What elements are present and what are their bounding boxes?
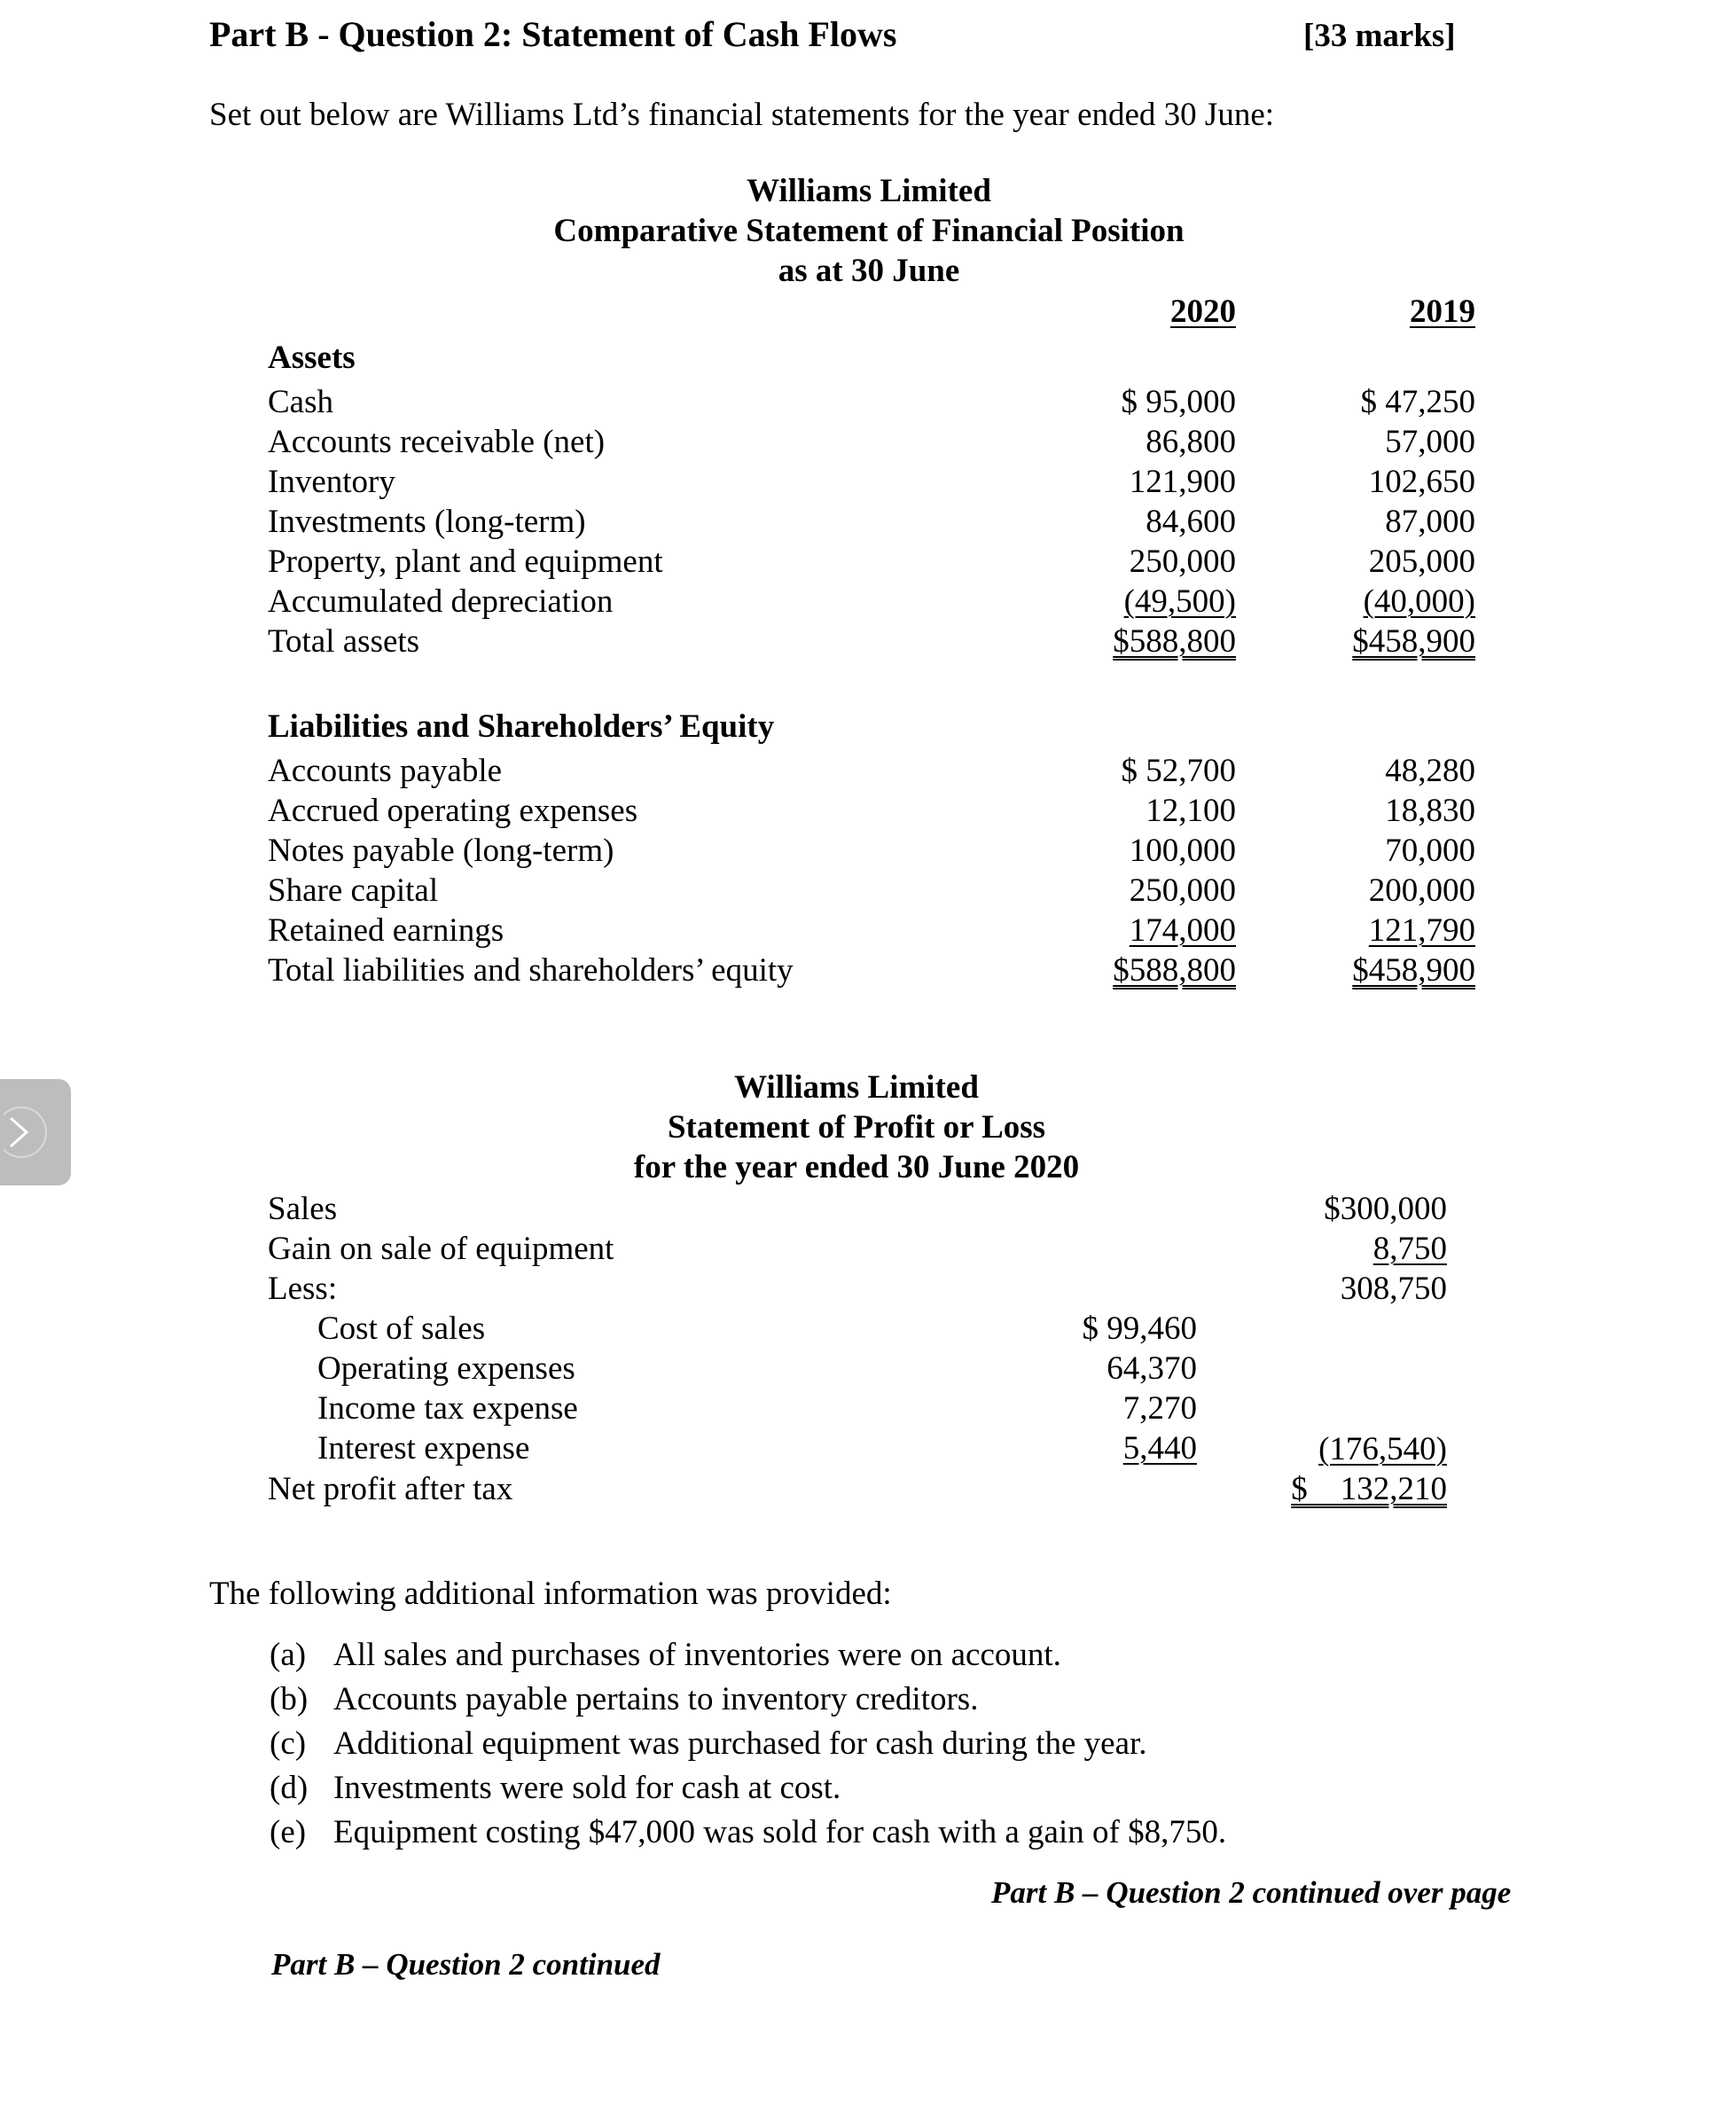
liability-value-2020: $ 52,700: [1121, 753, 1236, 789]
liability-label: Share capital: [268, 872, 439, 909]
asset-label: Total assets: [268, 623, 420, 660]
asset-value-2019: $458,900: [1352, 623, 1475, 660]
liability-value-2019: 121,790: [1368, 912, 1475, 949]
pl-title-period: for the year ended 30 June 2020: [633, 1149, 1080, 1185]
pl-subtotal-value: 308,750: [1340, 1271, 1447, 1307]
additional-item-text: Equipment costing $47,000 was sold for cash with a gain of $8,750.: [333, 1814, 1227, 1850]
chevron-right-icon: [4, 1106, 60, 1159]
pl-expense-value: 5,440: [1122, 1430, 1197, 1467]
asset-label: Property, plant and equipment: [268, 544, 663, 580]
pl-expense-label: Income tax expense: [317, 1390, 578, 1427]
pl-expense-label: Interest expense: [317, 1430, 530, 1467]
continued-note: Part B – Question 2 continued: [271, 1947, 661, 1982]
asset-value-2020: 250,000: [1129, 544, 1236, 580]
asset-value-2020: $ 95,000: [1121, 384, 1236, 420]
question-title: Part B - Question 2: Statement of Cash Flows: [209, 14, 897, 54]
liability-value-2020: 12,100: [1146, 793, 1236, 829]
additional-item-text: Additional equipment was purchased for cash during the year.: [333, 1725, 1147, 1762]
asset-value-2019: 57,000: [1385, 424, 1475, 460]
asset-value-2019: 205,000: [1368, 544, 1475, 580]
marks-label: [33 marks]: [1303, 18, 1456, 54]
pl-less-label: Less:: [268, 1271, 338, 1307]
liability-value-2019: 18,830: [1385, 793, 1475, 829]
pl-title-statement: Statement of Profit or Loss: [667, 1109, 1046, 1146]
intro-text: Set out below are Williams Ltd’s financial statements for the year ended 30 June:: [209, 97, 1275, 133]
liability-value-2019: 48,280: [1385, 753, 1475, 789]
additional-item-marker: (c): [270, 1725, 307, 1762]
liability-value-2019: 200,000: [1368, 872, 1475, 909]
additional-item-text: Accounts payable pertains to inventory creditors.: [333, 1681, 979, 1717]
additional-item-text: All sales and purchases of inventories were on account.: [333, 1637, 1061, 1673]
pl-sales-label: Sales: [268, 1191, 338, 1227]
asset-value-2019: 102,650: [1368, 464, 1475, 500]
pl-expense-label: Operating expenses: [317, 1350, 575, 1387]
continued-over-note: Part B – Question 2 continued over page: [991, 1875, 1512, 1910]
asset-value-2020: 86,800: [1146, 424, 1236, 460]
pl-net-label: Net profit after tax: [268, 1471, 513, 1507]
liability-value-2019: 70,000: [1385, 833, 1475, 869]
pl-gain-label: Gain on sale of equipment: [268, 1231, 614, 1267]
asset-value-2020: (49,500): [1123, 583, 1236, 620]
additional-heading: The following additional information was provided:: [209, 1576, 892, 1612]
additional-item-marker: (d): [270, 1770, 309, 1806]
pl-gain-value: 8,750: [1372, 1231, 1447, 1267]
asset-label: Accumulated depreciation: [268, 583, 614, 620]
liability-label: Retained earnings: [268, 912, 504, 949]
additional-item-marker: (e): [270, 1814, 307, 1850]
liability-value-2020: $588,800: [1113, 952, 1236, 989]
asset-value-2019: (40,000): [1363, 583, 1475, 620]
next-page-tab[interactable]: [0, 1079, 71, 1185]
pl-expense-value: 7,270: [1122, 1390, 1197, 1427]
sofp-title-statement: Comparative Statement of Financial Position: [553, 213, 1185, 249]
pl-title-company: Williams Limited: [734, 1069, 979, 1106]
additional-item-marker: (a): [270, 1637, 307, 1673]
liability-label: Accrued operating expenses: [268, 793, 638, 829]
asset-label: Inventory: [268, 464, 395, 500]
additional-item-text: Investments were sold for cash at cost.: [333, 1770, 841, 1806]
asset-label: Investments (long-term): [268, 504, 586, 540]
liability-value-2020: 100,000: [1129, 833, 1236, 869]
liability-value-2020: 174,000: [1129, 912, 1236, 949]
asset-value-2020: $588,800: [1113, 623, 1236, 660]
asset-label: Accounts receivable (net): [268, 424, 606, 460]
asset-value-2019: $ 47,250: [1360, 384, 1475, 420]
asset-value-2019: 87,000: [1385, 504, 1475, 540]
liability-label: Total liabilities and shareholders’ equity: [268, 952, 794, 989]
liability-label: Notes payable (long-term): [268, 833, 614, 869]
asset-value-2020: 84,600: [1146, 504, 1236, 540]
sofp-title-company: Williams Limited: [747, 173, 991, 209]
pl-sales-value: $300,000: [1324, 1191, 1447, 1227]
liability-value-2020: 250,000: [1129, 872, 1236, 909]
col-heading-2019: 2019: [1410, 293, 1475, 330]
col-heading-2020: 2020: [1170, 293, 1236, 330]
sofp-title-date: as at 30 June: [778, 253, 960, 289]
liability-label: Accounts payable: [268, 753, 503, 789]
pl-expense-value: 64,370: [1107, 1350, 1197, 1387]
asset-value-2020: 121,900: [1129, 464, 1236, 500]
pl-net-value: $ 132,210: [1291, 1471, 1447, 1507]
pl-expense-value: $ 99,460: [1082, 1310, 1197, 1347]
asset-label: Cash: [268, 384, 333, 420]
pl-total-expenses: (176,540): [1318, 1431, 1447, 1467]
liability-value-2019: $458,900: [1352, 952, 1475, 989]
additional-item-marker: (b): [270, 1681, 309, 1717]
assets-heading: Assets: [268, 340, 356, 376]
pl-expense-label: Cost of sales: [317, 1310, 486, 1347]
liabilities-heading: Liabilities and Shareholders’ Equity: [268, 708, 775, 745]
